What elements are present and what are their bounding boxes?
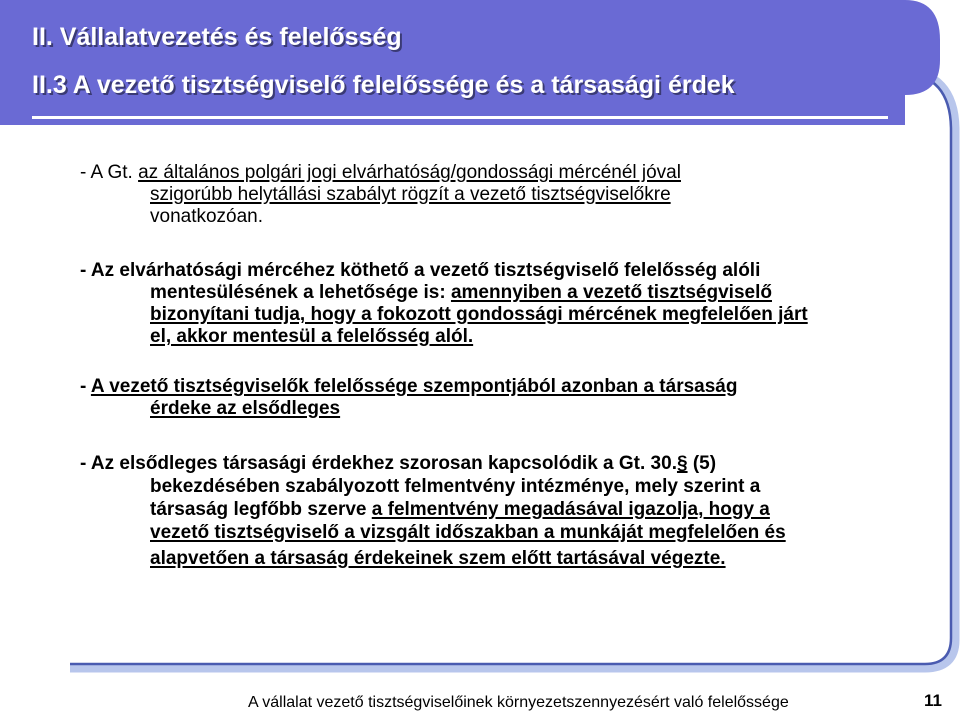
header-divider <box>32 116 888 119</box>
p4-line3-under: a felmentvény megadásával igazolja, hogy a <box>371 499 770 520</box>
p2-line4: el, akkor mentesül a felelősség alól. <box>150 326 474 347</box>
p1-dash: - A Gt. <box>80 162 139 183</box>
p4-line3-plain: társaság legfőbb szerve <box>150 499 372 520</box>
p3-dash: - <box>80 376 91 397</box>
paragraph-3 <box>80 376 930 420</box>
p4-line5: alapvetően a társaság érdekeinek szem előtt tartásával végezte. <box>150 548 726 569</box>
slide-subtitle: II.3 A vezető tisztségviselő felelőssége és a társasági érdek <box>32 71 735 99</box>
frame-border-inner <box>70 72 951 664</box>
p4-section-sign: § <box>676 453 688 474</box>
slide-title: II. Vállalatvezetés és felelősség <box>32 23 402 51</box>
p2-line3: bizonyítani tudja, hogy a fokozott gondossági mércének megfelelően járt <box>150 304 808 325</box>
p1-line1: az általános polgári jogi elvárhatóság/gondossági mércénél jóval <box>138 162 681 183</box>
p2-line2-under: amennyiben a vezető tisztségviselő <box>450 282 772 303</box>
p2-line2-plain: mentesülésének a lehetősége is: <box>150 282 451 303</box>
page-number: 11 <box>924 691 942 710</box>
footer-text: A vállalat vezető tisztségviselőinek környezetszennyezésért való felelőssége <box>248 694 789 711</box>
p4-line2: bekezdésében szabályozott felmentvény intézménye, mely szerint a <box>150 476 761 497</box>
p3-line1: A vezető tisztségviselők felelőssége szempontjából azonban a társaság <box>90 376 738 397</box>
p1-line2: szigorúbb helytállási szabályt rögzít a vezető tisztségviselőkre <box>150 184 671 205</box>
paragraph-2 <box>80 260 930 348</box>
p4-line1-end: (5) <box>687 453 717 474</box>
p3-line2: érdeke az elsődleges <box>150 398 341 419</box>
paragraph-4 <box>80 452 930 570</box>
p4-line4: vezető tisztségviselő a vizsgált időszakban a munkáját megfelelően és <box>150 522 786 543</box>
p1-line3: vonatkozóan. <box>150 206 264 227</box>
p2-line1: - Az elvárhatósági mércéhez köthető a vezető tisztségviselő felelősség alóli <box>80 260 761 281</box>
paragraph-1 <box>80 162 930 228</box>
frame-border <box>70 70 955 668</box>
p4-line1-plain: - Az elsődleges társasági érdekhez szorosan kapcsolódik a Gt. 30. <box>80 453 677 474</box>
header-band <box>0 0 940 125</box>
